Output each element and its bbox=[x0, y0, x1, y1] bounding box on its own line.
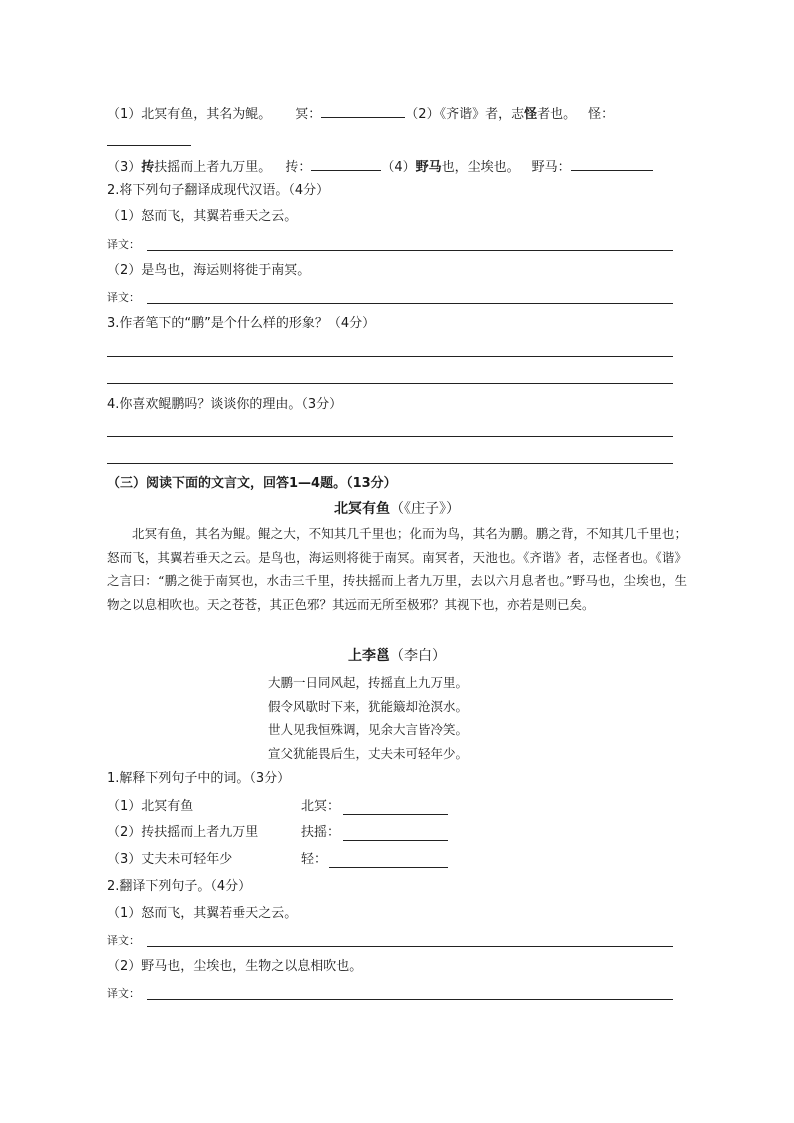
poem-title-name: 上李邕 bbox=[348, 648, 390, 664]
sq1-item-3-word: 轻： bbox=[301, 852, 328, 867]
q1-item-4-prefix: （4） bbox=[381, 160, 416, 175]
passage-title bbox=[0, 499, 794, 519]
poem-title bbox=[0, 646, 794, 666]
answer-blank-tuan[interactable] bbox=[311, 156, 381, 171]
q1-item-2-word: 怪： bbox=[588, 107, 615, 122]
q2-sentence-2: （2）是鸟也，海运则将徙于南冥。 bbox=[107, 263, 311, 278]
sq2-sentence-2: （2）野马也，尘埃也，生物之以息相吹也。 bbox=[107, 959, 363, 974]
passage-title-name: 北冥有鱼 bbox=[334, 501, 390, 517]
poem-author: （李白） bbox=[390, 648, 446, 664]
q4-answer-line-1[interactable] bbox=[107, 436, 673, 437]
poem-line: 宣父犹能畏后生，丈夫未可轻年少。 bbox=[268, 745, 469, 761]
q3-answer-line-2[interactable] bbox=[107, 383, 673, 384]
q1-item-2-text-end: 者也。 bbox=[537, 107, 577, 122]
q1-item-1-word: 冥： bbox=[295, 107, 322, 122]
sq1-item-1-sentence: （1）北冥有鱼 bbox=[107, 799, 194, 814]
q1-item-2-text: （2）《齐谐》者，志 bbox=[405, 107, 525, 122]
q3-title: 3.作者笔下的“鹏”是个什么样的形象？（4分） bbox=[107, 316, 376, 331]
q2-yiwen-label-1: 译文： bbox=[107, 238, 140, 251]
q1-item-3-text: 扶摇而上者九万里。 bbox=[154, 160, 272, 175]
q2-yiwen-label-2: 译文： bbox=[107, 291, 140, 304]
sq1-item-2-sentence: （2）抟扶摇而上者九万里 bbox=[107, 825, 259, 840]
sq2-answer-line-2[interactable] bbox=[147, 999, 673, 1000]
q3-answer-line-1[interactable] bbox=[107, 356, 673, 357]
sq1-item-1-word: 北冥： bbox=[301, 799, 341, 814]
q1-item-3-word: 抟： bbox=[285, 160, 312, 175]
q1-row-1 bbox=[107, 103, 614, 124]
sq1-item-2-blank[interactable] bbox=[343, 840, 448, 841]
q2-answer-line-1[interactable] bbox=[147, 250, 673, 251]
sq1-item-3-blank[interactable] bbox=[329, 867, 448, 868]
sq2-sentence-1: （1）怒而飞，其翼若垂天之云。 bbox=[107, 906, 298, 921]
sq1-item-3-sentence: （3）丈夫未可轻年少 bbox=[107, 852, 233, 867]
q1-item-3-bold: 抟 bbox=[141, 160, 155, 175]
q1-item-2-bold: 怪 bbox=[524, 107, 538, 122]
passage-prose: 北冥有鱼，其名为鲲。鲲之大，不知其几千里也；化而为鸟，其名为鹏。鹏之背，不知其几千里也；怒而飞，其翼若垂天之云。是鸟也，海运则将徙于南冥。南冥者，天池也。《齐谐》者，志怪者也。《谐》之言曰：“鹏之徙于南冥也，水击三千里，抟扶摇而上者九万里，去以六月息者也。”野马也，尘埃也，生物之以息相吹也。天之苍苍，其正色邪？其远而无所至极邪？其视下也，亦若是则已矣。 bbox=[107, 526, 687, 612]
poem-line: 假令风歇时下来，犹能簸却沧溟水。 bbox=[268, 698, 469, 714]
answer-blank-yema[interactable] bbox=[571, 156, 653, 171]
q2-title: 2.将下列句子翻译成现代汉语。（4分） bbox=[107, 183, 330, 198]
q1-row-2 bbox=[107, 156, 653, 177]
q1-item-4-text: 也，尘埃也。 bbox=[441, 160, 520, 175]
q4-title: 4.你喜欢鲲鹏吗？谈谈你的理由。（3分） bbox=[107, 397, 343, 412]
section3-heading: （三）阅读下面的文言文，回答1—4题。（13分） bbox=[107, 476, 397, 491]
q2-sentence-1: （1）怒而飞，其翼若垂天之云。 bbox=[107, 209, 298, 224]
sq1-item-1-blank[interactable] bbox=[343, 814, 448, 815]
q4-answer-line-2[interactable] bbox=[107, 463, 673, 464]
sq2-answer-line-1[interactable] bbox=[147, 946, 673, 947]
sq2-title: 2.翻译下列句子。（4分） bbox=[107, 879, 252, 894]
sq1-item-2-word: 扶摇： bbox=[301, 825, 341, 840]
q1-item-1-text: （1）北冥有鱼，其名为鲲。 bbox=[107, 107, 272, 122]
sq1-title: 1.解释下列句子中的词。（3分） bbox=[107, 771, 291, 786]
q2-answer-line-2[interactable] bbox=[147, 303, 673, 304]
poem-line: 世人见我恒殊调，见余大言皆冷笑。 bbox=[268, 722, 469, 737]
q1-item-4-bold: 野马 bbox=[415, 160, 442, 175]
q1-item-3-prefix: （3） bbox=[107, 160, 142, 175]
passage-title-source: （《庄子》） bbox=[390, 501, 460, 517]
sq2-yiwen-label-2: 译文： bbox=[107, 987, 140, 1000]
answer-blank-guai[interactable] bbox=[107, 145, 191, 146]
q1-item-4-word: 野马： bbox=[531, 160, 571, 175]
answer-blank-ming[interactable] bbox=[321, 103, 405, 118]
poem-body bbox=[268, 671, 468, 765]
sq2-yiwen-label-1: 译文： bbox=[107, 934, 140, 947]
poem-line: 大鹏一日同风起，抟摇直上九万里。 bbox=[268, 675, 469, 690]
